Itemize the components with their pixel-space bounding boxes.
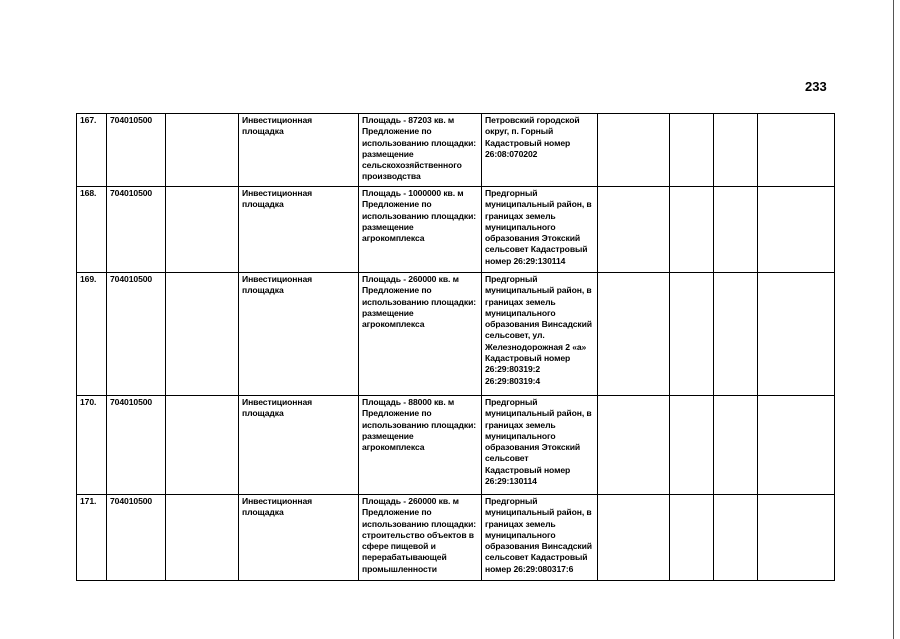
object-location — [482, 396, 598, 495]
okato-code: 704010500 — [107, 495, 166, 581]
empty-cell — [714, 114, 758, 187]
empty-cell — [598, 495, 670, 581]
desc_lines-line: агрокомплекса — [362, 233, 425, 244]
object-type — [239, 396, 359, 495]
okato-code: 704010500 — [107, 273, 166, 396]
loc_lines-line: границах земель — [485, 419, 556, 430]
desc_lines-line: перерабатывающей — [362, 552, 447, 563]
empty-cell — [166, 273, 239, 396]
row-number: 167. — [77, 114, 107, 187]
type_lines-line: Инвестиционная — [242, 188, 313, 198]
loc_lines-line: сельсовет, ул. — [485, 330, 545, 341]
type_lines-line: Инвестиционная — [242, 397, 313, 407]
loc_lines-line: границах земель — [485, 518, 556, 529]
type_lines-line: Инвестиционная — [242, 115, 313, 125]
desc_lines-line: строительство объектов в — [362, 529, 474, 540]
object-description — [359, 114, 482, 187]
loc_lines-line: муниципальный район, в — [485, 285, 592, 296]
object-description — [359, 495, 482, 581]
loc_lines-line: муниципальный район, в — [485, 507, 592, 518]
table-row — [77, 187, 835, 273]
loc_lines-line: 26:29:80319:2 — [485, 364, 541, 375]
loc_lines-line: Предгорный — [485, 496, 538, 506]
loc_lines-line: Железнодорожная 2 «а» — [485, 341, 587, 352]
loc_lines-line: Петровский городской — [485, 115, 580, 125]
loc_lines-line: образования Винсадский — [485, 541, 592, 552]
okato-code: 704010500 — [107, 396, 166, 495]
desc_lines-line: использованию площадки: — [362, 296, 477, 307]
empty-cell — [598, 396, 670, 495]
desc_lines-line: Площадь - 87203 кв. м — [362, 115, 455, 125]
desc_lines-line: Предложение по — [362, 199, 432, 210]
loc_lines-line: 26:29:80319:4 — [485, 375, 541, 386]
desc_lines-line: сфере пищевой и — [362, 541, 436, 552]
loc_lines-line: образования Этокский — [485, 442, 581, 453]
type_lines-line: площадка — [242, 126, 284, 137]
desc_lines-line: размещение — [362, 430, 414, 441]
table-row — [77, 495, 835, 581]
object-type — [239, 187, 359, 273]
desc_lines-line: Предложение по — [362, 285, 432, 296]
desc_lines-line: использованию площадки: — [362, 210, 477, 221]
okato-code: 704010500 — [107, 114, 166, 187]
loc_lines-line: Кадастровый номер — [485, 137, 571, 148]
type_lines-line: площадка — [242, 507, 284, 518]
loc_lines-line: номер 26:29:080317:6 — [485, 563, 574, 574]
table-row — [77, 273, 835, 396]
desc_lines-line: Площадь - 260000 кв. м — [362, 496, 459, 506]
row-number: 169. — [77, 273, 107, 396]
empty-cell — [598, 273, 670, 396]
loc_lines-line: Предгорный — [485, 274, 538, 284]
object-location — [482, 273, 598, 396]
empty-cell — [166, 187, 239, 273]
empty-cell — [758, 495, 835, 581]
empty-cell — [714, 273, 758, 396]
empty-cell — [758, 396, 835, 495]
table-row — [77, 114, 835, 187]
loc_lines-line: сельсовет Кадастровый — [485, 552, 588, 563]
loc_lines-line: образования Винсадский — [485, 319, 592, 330]
loc_lines-line: Предгорный — [485, 397, 538, 407]
type_lines-line: Инвестиционная — [242, 274, 313, 284]
empty-cell — [166, 396, 239, 495]
object-type — [239, 114, 359, 187]
loc_lines-line: муниципального — [485, 307, 556, 318]
desc_lines-line: размещение — [362, 307, 414, 318]
loc_lines-line: границах земель — [485, 210, 556, 221]
page-number: 233 — [805, 79, 827, 94]
object-description — [359, 273, 482, 396]
type_lines-line: Инвестиционная — [242, 496, 313, 506]
desc_lines-line: Площадь - 88000 кв. м — [362, 397, 455, 407]
loc_lines-line: 26:08:070202 — [485, 148, 538, 159]
empty-cell — [758, 273, 835, 396]
type_lines-line: площадка — [242, 408, 284, 419]
loc_lines-line: муниципального — [485, 221, 556, 232]
loc_lines-line: муниципального — [485, 529, 556, 540]
desc_lines-line: Площадь - 1000000 кв. м — [362, 188, 464, 198]
desc_lines-line: размещение — [362, 148, 414, 159]
desc_lines-line: сельскохозяйственного — [362, 160, 462, 171]
type_lines-line: площадка — [242, 285, 284, 296]
object-location — [482, 187, 598, 273]
type_lines-line: площадка — [242, 199, 284, 210]
desc_lines-line: промышленности — [362, 563, 437, 574]
loc_lines-line: сельсовет Кадастровый — [485, 244, 588, 255]
loc_lines-line: сельсовет — [485, 453, 529, 464]
row-number: 171. — [77, 495, 107, 581]
okato-code: 704010500 — [107, 187, 166, 273]
empty-cell — [670, 495, 714, 581]
loc_lines-line: границах земель — [485, 296, 556, 307]
empty-cell — [166, 114, 239, 187]
loc_lines-line: округ, п. Горный — [485, 126, 554, 137]
desc_lines-line: Предложение по — [362, 408, 432, 419]
table-row — [77, 396, 835, 495]
row-number: 168. — [77, 187, 107, 273]
loc_lines-line: муниципальный район, в — [485, 408, 592, 419]
loc_lines-line: муниципального — [485, 430, 556, 441]
empty-cell — [670, 273, 714, 396]
object-description — [359, 187, 482, 273]
object-location — [482, 495, 598, 581]
object-location — [482, 114, 598, 187]
empty-cell — [670, 114, 714, 187]
empty-cell — [598, 187, 670, 273]
desc_lines-line: Предложение по — [362, 126, 432, 137]
loc_lines-line: муниципальный район, в — [485, 199, 592, 210]
desc_lines-line: агрокомплекса — [362, 319, 425, 330]
loc_lines-line: образования Этокский — [485, 233, 581, 244]
empty-cell — [598, 114, 670, 187]
empty-cell — [166, 495, 239, 581]
loc_lines-line: Кадастровый номер — [485, 353, 571, 364]
desc_lines-line: Площадь - 260000 кв. м — [362, 274, 459, 284]
empty-cell — [714, 187, 758, 273]
object-type — [239, 273, 359, 396]
row-number: 170. — [77, 396, 107, 495]
desc_lines-line: производства — [362, 171, 421, 182]
loc_lines-line: Предгорный — [485, 188, 538, 198]
desc_lines-line: использованию площадки: — [362, 137, 477, 148]
desc_lines-line: использованию площадки: — [362, 518, 477, 529]
desc_lines-line: агрокомплекса — [362, 442, 425, 453]
empty-cell — [714, 396, 758, 495]
loc_lines-line: номер 26:29:130114 — [485, 255, 566, 266]
loc_lines-line: 26:29:130114 — [485, 476, 537, 487]
empty-cell — [670, 396, 714, 495]
desc_lines-line: Предложение по — [362, 507, 432, 518]
page-edge-divider — [893, 0, 894, 639]
investment-sites-table — [76, 113, 835, 581]
empty-cell — [758, 114, 835, 187]
empty-cell — [714, 495, 758, 581]
desc_lines-line: использованию площадки: — [362, 419, 477, 430]
object-description — [359, 396, 482, 495]
desc_lines-line: размещение — [362, 221, 414, 232]
empty-cell — [670, 187, 714, 273]
empty-cell — [758, 187, 835, 273]
loc_lines-line: Кадастровый номер — [485, 464, 571, 475]
object-type — [239, 495, 359, 581]
